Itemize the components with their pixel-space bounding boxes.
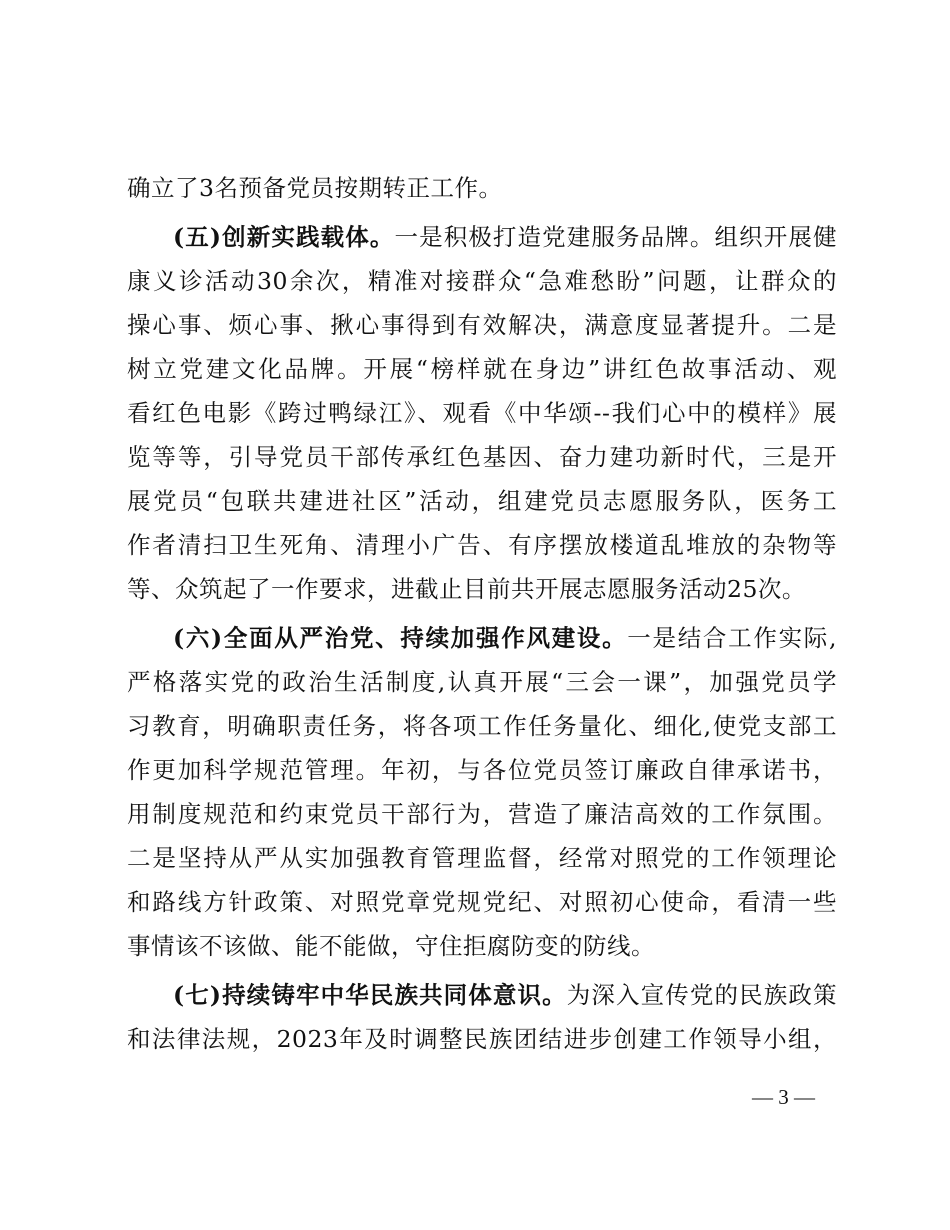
section-seven-line: (七)持续铸牢中华民族共同体意识。为深入宣传党的民族政策 [173, 981, 838, 1009]
text-line: 严格落实党的政治生活制度,认真开展“三会一课”，加强党员学 [127, 668, 837, 696]
text-line: 确立了3名预备党员按期转正工作。 [127, 174, 503, 202]
section-heading: (七)持续铸牢中华民族共同体意识。 [173, 981, 567, 1009]
text-line: 康义诊活动30余次，精准对接群众“急难愁盼”问题，让群众的 [127, 267, 837, 295]
section-six-line: (六)全面从严治党、持续加强作风建设。一是结合工作实际, [173, 624, 837, 652]
text-line: 作者清扫卫生死角、清理小广告、有序摆放楼道乱堆放的杂物等 [127, 531, 837, 559]
text-line: 看红色电影《跨过鸭绿江》、观看《中华颂--我们心中的模样》展 [127, 399, 837, 427]
text-line: 作更加科学规范管理。年初，与各位党员签订廉政自律承诺书， [127, 756, 837, 784]
text-line: 展党员“包联共建进社区”活动，组建党员志愿服务队，医务工 [127, 487, 837, 515]
text-line: 用制度规范和约束党员干部行为，营造了廉洁高效的工作氛围。 [127, 800, 837, 828]
section-heading: (六)全面从严治党、持续加强作风建设。 [173, 624, 628, 652]
text-line: 览等等，引导党员干部传承红色基因、奋力建功新时代，三是开 [127, 443, 837, 471]
text-line: 和路线方针政策、对照党章党规党纪、对照初心使命，看清一些 [127, 888, 837, 916]
text-line: 操心事、烦心事、揪心事得到有效解决，满意度显著提升。二是 [127, 311, 837, 339]
text-line: 习教育，明确职责任务，将各项工作任务量化、细化,使党支部工 [127, 712, 837, 740]
text-line: 树立党建文化品牌。开展“榜样就在身边”讲红色故事活动、观 [127, 355, 837, 383]
section-five-line: (五)创新实践载体。一是积极打造党建服务品牌。组织开展健 [173, 223, 837, 251]
section-heading: (五)创新实践载体。 [173, 223, 395, 251]
text-line: 二是坚持从严从实加强教育管理监督，经常对照党的工作领理论 [127, 844, 837, 872]
text-line: 事情该不该做、能不能做，守住拒腐防变的防线。 [127, 932, 655, 960]
text-line: 等、众筑起了一作要求，进截止目前共开展志愿服务活动25次。 [127, 575, 806, 603]
page-number: — 3 — [752, 1085, 815, 1109]
text-line: 和法律法规，2023年及时调整民族团结进步创建工作领导小组， [127, 1025, 837, 1053]
